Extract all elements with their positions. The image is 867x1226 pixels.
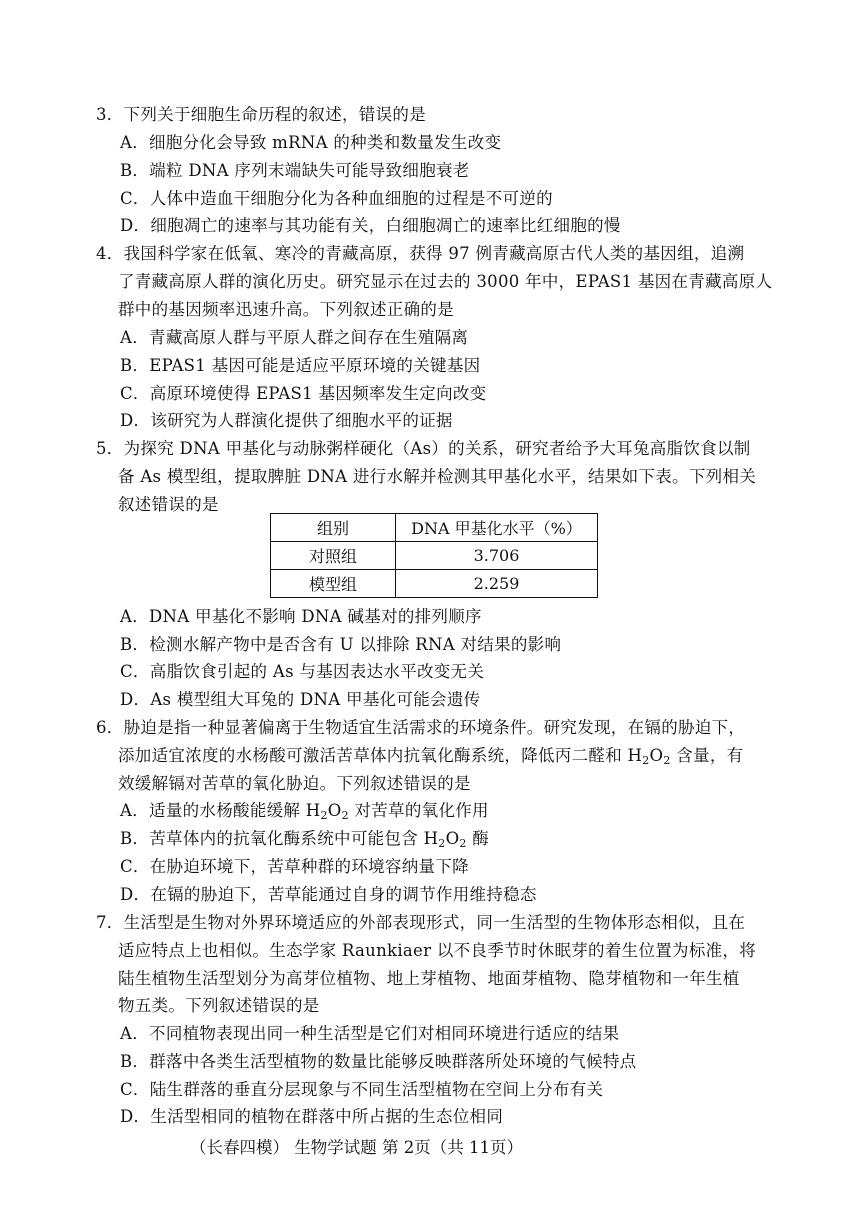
table-row [271,542,598,570]
subscript: 2 [320,809,328,822]
table-header-group: 组别 [271,514,396,542]
q7-stem-line-4: 物五类。下列叙述错误的是 [118,996,320,1015]
q5-stem-line-3: 叙述错误的是 [118,495,219,514]
q6-option-d: D．在镉的胁迫下，苦草能通过自身的调节作用维持稳态 [120,885,537,904]
q3-option-c: C．人体中造血干细胞分化为各种血细胞的过程是不可逆的 [120,189,553,208]
q6-stem-text: 含量，有 [670,746,744,765]
q6-option-text: A．适量的水杨酸能缓解 H [120,801,321,820]
q6-option-text: O [445,829,460,848]
table-cell-group: 对照组 [271,542,396,570]
q5-stem-line-1: 5．为探究 DNA 甲基化与动脉粥样硬化（As）的关系，研究者给予大耳兔高脂饮食以制 [96,439,751,458]
subscript: 2 [459,837,467,850]
q4-option-d: D．该研究为人群演化提供了细胞水平的证据 [120,411,453,430]
subscript: 2 [341,809,349,822]
q6-stem-text: O [649,746,664,765]
q6-stem-line-3: 效缓解镉对苦草的氧化胁迫。下列叙述错误的是 [118,774,471,793]
q5-option-a: A．DNA 甲基化不影响 DNA 碱基对的排列顺序 [120,607,482,626]
q3-option-d: D．细胞凋亡的速率与其功能有关，白细胞凋亡的速率比红细胞的慢 [120,216,621,235]
q4-option-b: B．EPAS1 基因可能是适应平原环境的关键基因 [120,356,481,375]
q7-option-a: A．不同植物表现出同一种生活型是它们对相同环境进行适应的结果 [120,1024,620,1043]
q6-stem-text: 添加适宜浓度的水杨酸可激活苦草体内抗氧化酶系统，降低丙二醛和 H [118,746,643,765]
methylation-table [270,513,598,598]
q7-stem-line-1: 7．生活型是生物对外界环境适应的外部表现形式，同一生活型的生物体形态相似，且在 [96,913,746,932]
q6-option-text: 对苦草的氧化作用 [348,801,489,820]
table-cell-value: 3.706 [396,542,598,570]
q7-option-c: C．陆生群落的垂直分层现象与不同生活型植物在空间上分布有关 [120,1080,604,1099]
table-cell-group: 模型组 [271,570,396,598]
q4-stem-line-1: 4．我国科学家在低氧、寒冷的青藏高原，获得 97 例青藏高原古代人类的基因组，追溯 [96,244,745,263]
q3-option-a: A．细胞分化会导致 mRNA 的种类和数量发生改变 [120,133,502,152]
q7-stem-line-3: 陆生植物生活型划分为高芽位植物、地上芽植物、地面芽植物、隐芽植物和一年生植 [118,969,740,988]
q6-option-text: O [327,801,342,820]
table-row [271,570,598,598]
table-header-level: DNA 甲基化水平（%） [396,514,598,542]
q6-option-b [120,828,489,850]
q6-option-text: B．苦草体内的抗氧化酶系统中可能包含 H [120,829,439,848]
q4-option-a: A．青藏高原人群与平原人群之间存在生殖隔离 [120,328,469,347]
q3-stem: 3．下列关于细胞生命历程的叙述，错误的是 [96,105,426,124]
q7-stem-line-2: 适应特点上也相似。生态学家 Raunkiaer 以不良季节时休眠芽的着生位置为标准，将 [118,941,757,960]
q3-option-b: B．端粒 DNA 序列末端缺失可能导致细胞衰老 [120,161,470,180]
q4-option-c: C．高原环境使得 EPAS1 基因频率发生定向改变 [120,384,487,403]
table-cell-value: 2.259 [396,570,598,598]
q5-stem-line-2: 备 As 模型组，提取脾脏 DNA 进行水解并检测其甲基化水平，结果如下表。下列相关 [118,467,757,486]
q7-option-d: D．生活型相同的植物在群落中所占据的生态位相同 [120,1107,504,1126]
q6-option-c: C．在胁迫环境下，苦草种群的环境容纳量下降 [120,857,469,876]
q6-option-text: 酶 [466,829,490,848]
q5-option-b: B．检测水解产物中是否含有 U 以排除 RNA 对结果的影响 [120,635,562,654]
page-footer: （长春四模） 生物学试题 第 2页（共 11页） [190,1138,523,1157]
q4-stem-line-3: 群中的基因频率迅速升高。下列叙述正确的是 [118,300,454,319]
q5-option-d: D．As 模型组大耳兔的 DNA 甲基化可能会遗传 [120,690,481,709]
q6-stem-line-1: 6．胁迫是指一种显著偏离于生物适宜生活需求的环境条件。研究发现，在镉的胁迫下， [96,718,746,737]
q5-option-c: C．高脂饮食引起的 As 与基因表达水平改变无关 [120,662,485,681]
q7-option-b: B．群落中各类生活型植物的数量比能够反映群落所处环境的气候特点 [120,1052,637,1071]
subscript: 2 [642,754,650,767]
subscript: 2 [438,837,446,850]
subscript: 2 [663,754,671,767]
table-header-row [271,514,598,542]
q4-stem-line-2: 了青藏高原人群的演化历史。研究显示在过去的 3000 年中，EPAS1 基因在青藏高原人 [118,272,773,291]
q6-option-a [120,800,489,822]
q6-stem-line-2 [118,745,743,767]
